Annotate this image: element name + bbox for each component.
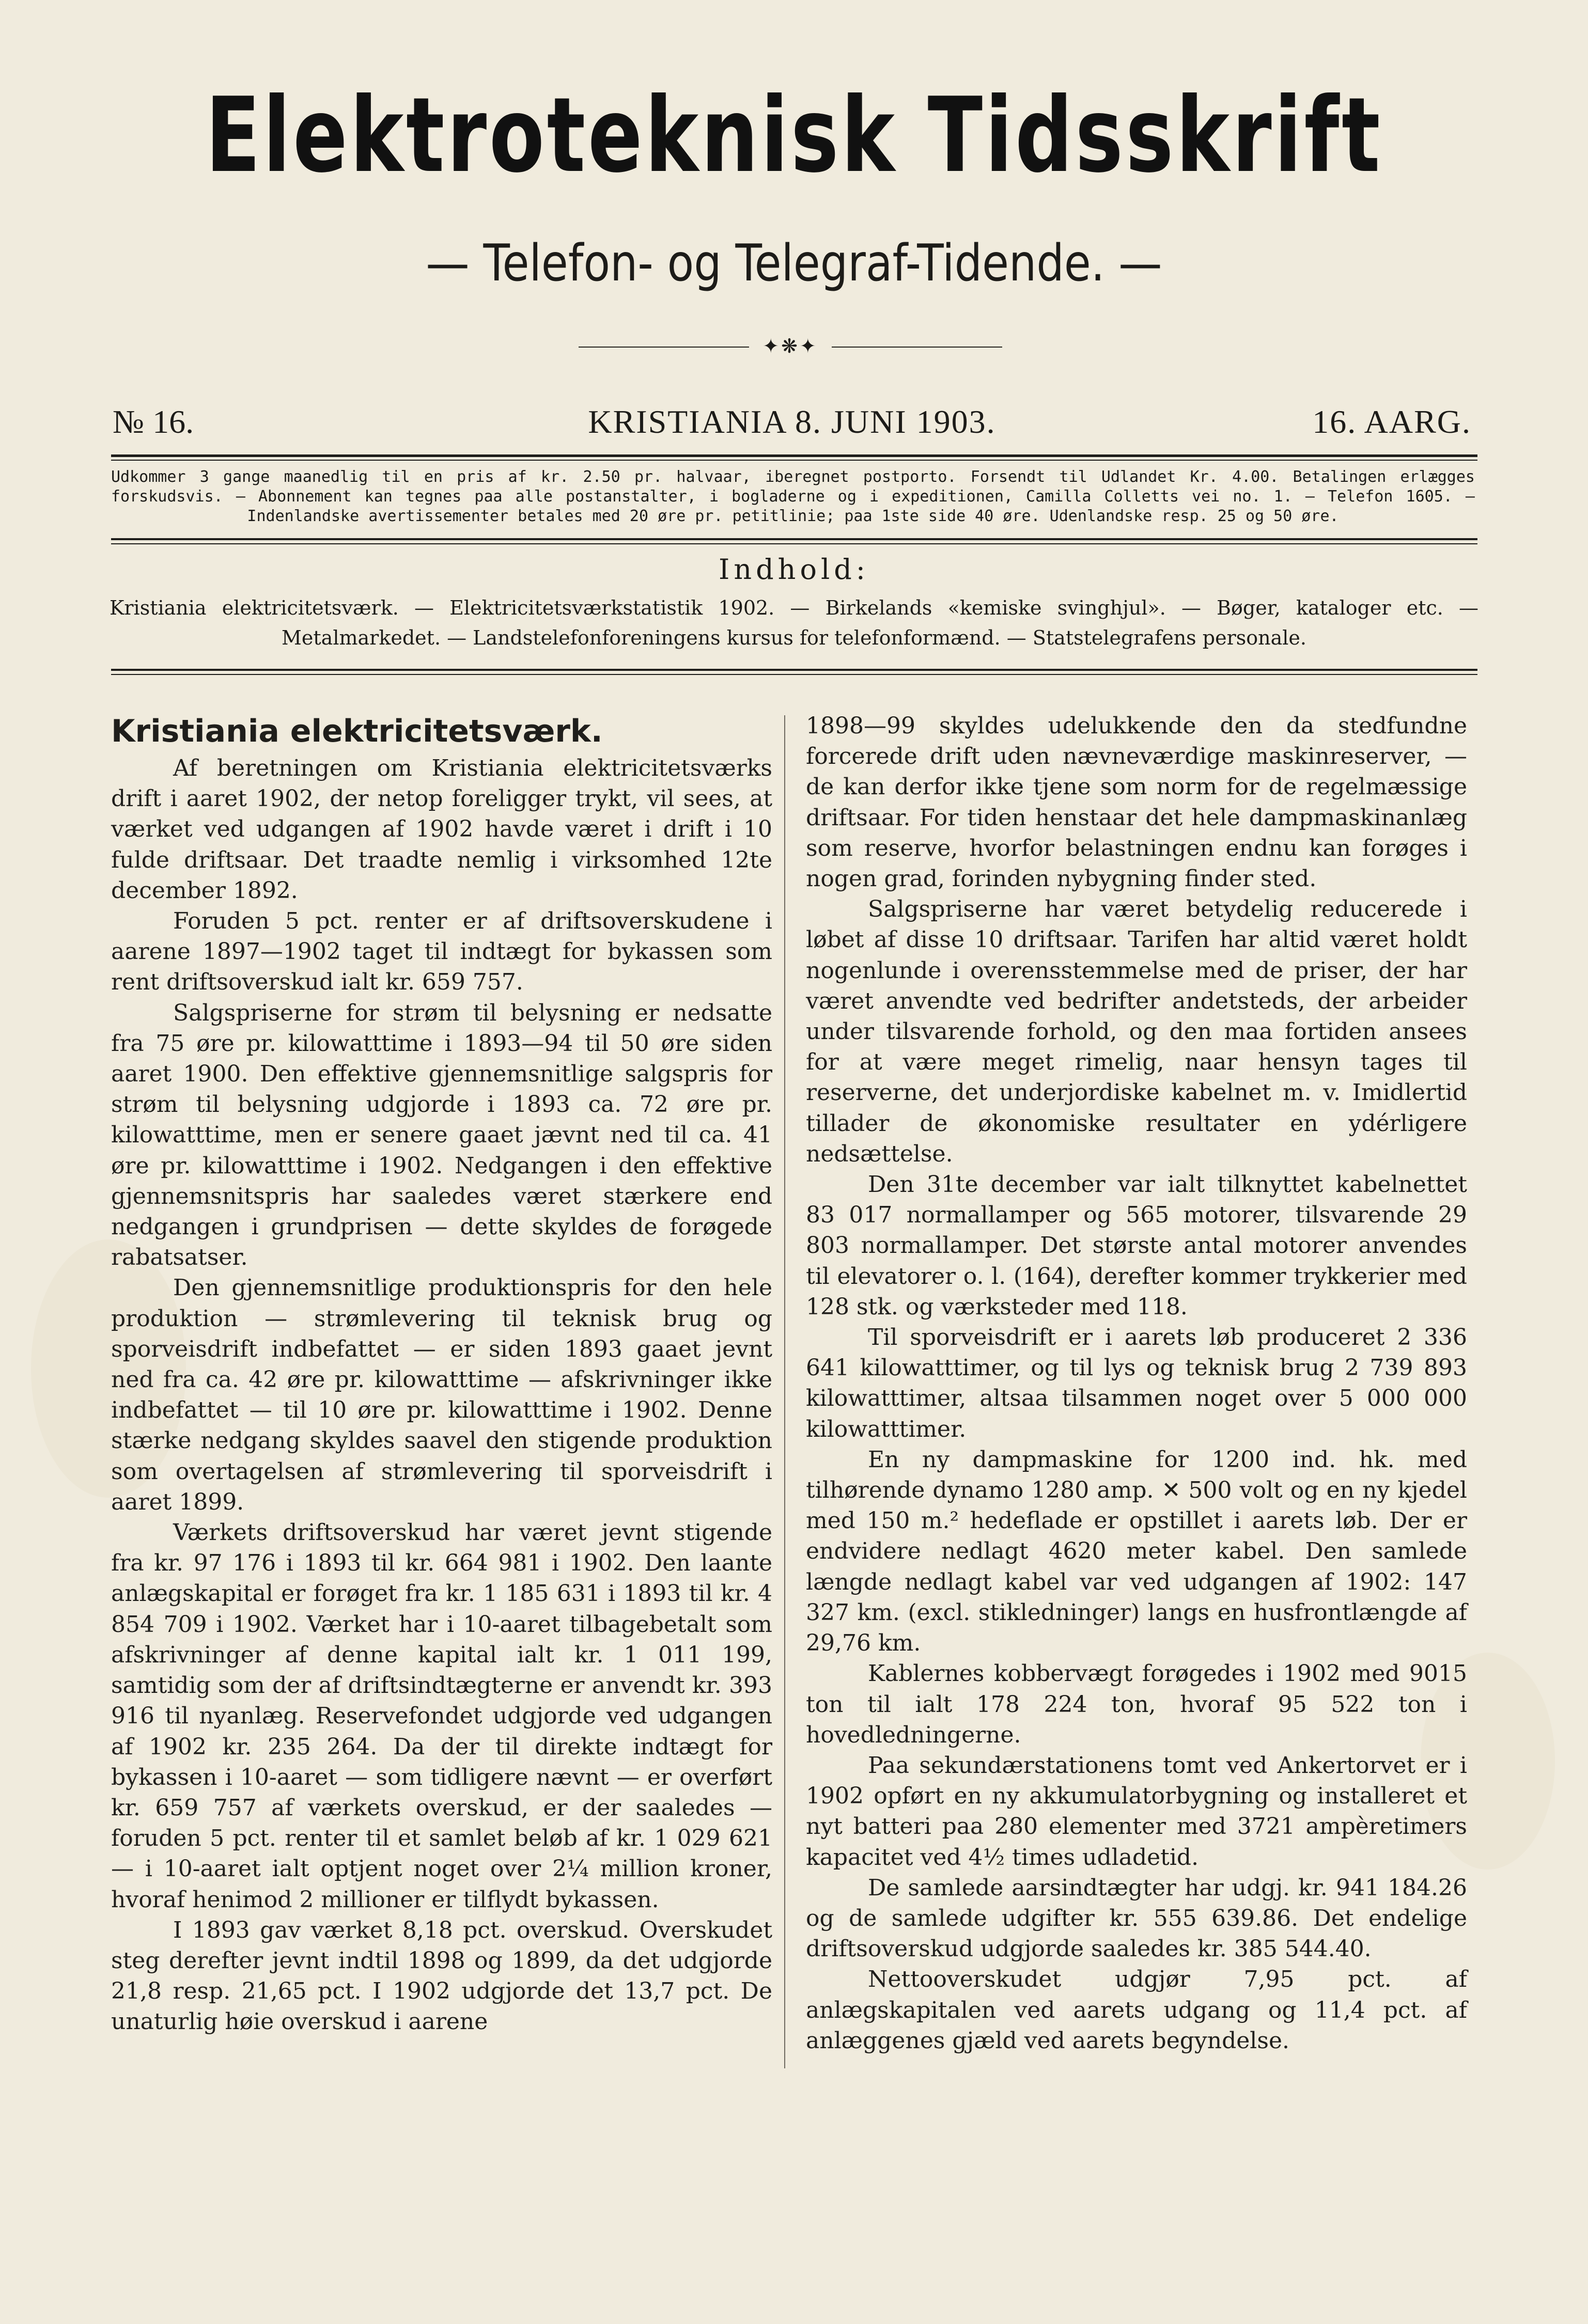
notice-line: Udkommer 3 gange maanedlig til en pris af kr. 2.50 pr. halvaar, iberegnet postporto. Forsendt til Udlandet Kr. 4.00. Betalingen erlægges [111,468,1475,486]
issue-number: № 16. [113,403,194,440]
top-rule-thin [111,460,1477,461]
article-paragraph: Paa sekundærstationens tomt ved Ankertorvet er i 1902 opført en ny akkumulatorbygning og installeret et nyt batteri paa 280 elementer med 3721 ampèretimers kapacitet ved 4½ times udladetid. [806,1752,1467,1871]
ornament-line-right [832,347,1002,348]
notice-rule-thin [111,543,1477,544]
contents-line: Metalmarkedet. — Landstelefonforeningens kursus for telefonformænd. — Statstelegrafens personale. [282,626,1306,649]
article-column-right [806,711,1467,2056]
column-divider [784,715,785,2068]
notice-line: Indenlandske avertissementer betales med 20 øre pr. petitlinie; paa 1ste side 40 øre. Udenlandske resp. 25 og 50 øre. [247,507,1339,525]
article-paragraph: Den 31te december var ialt tilknyttet kabelnettet 83 017 normallamper og 565 motorer, tilsvarende 29 803 normallamper. Det største antal motorer anvendes til elevatorer o. l. (164), derefter kommer trykkerier med 128 stk. og værksteder med 118. [806,1171,1467,1320]
masthead-title: Elektroteknisk Tidsskrift [205,75,1383,196]
contents-heading: Indhold: [719,553,869,586]
article-paragraph: De samlede aarsindtægter har udgj. kr. 941 184.26 og de samlede udgifter kr. 555 639.86. Det endelige driftsoverskud udgjorde saaledes kr. 385 544.40. [806,1874,1467,1962]
masthead-subtitle: — Telefon- og Telegraf-Tidende. — [426,234,1162,293]
ornament-line-left [579,347,749,348]
article-paragraph: Salgspriserne har været betydelig reducerede i løbet af disse 10 driftsaar. Tarifen har altid været holdt nogenlunde i overensstemmelse med de priser, der har været anvendte ved bedrifter andetsteds, der arbeider under tilsvarende forhold, og den maa fortiden ansees for at være meget rimelig, naar hensyn tages til reserverne, det underjordiske kabelnet m. v. Imidlertid tillader de økonomiske resultater en ydérligere nedsættelse. [806,896,1467,1167]
article-paragraph: 1898—99 skyldes udelukkende den da stedfundne forcerede drift uden nævneværdige maskinreserver, — de kan derfor ikke tjene som norm for de regelmæssige driftsaar. For tiden henstaar det hele dampmaskinanlæg som reserve, hvorfor belastningen endnu kan forøges i nogen grad, forinden nybygning finder sted. [806,713,1467,892]
ornament-icon: ✦❋✦ [762,335,818,357]
issue-line [113,399,1471,445]
article-paragraph: Den gjennemsnitlige produktionspris for den hele produktion — strømlevering til teknisk brug og sporveisdrift indbefattet — er siden 1893 gaaet jevnt ned fra ca. 42 øre pr. kilowatttime — afskrivninger ikke indbefattet — til 10 øre pr. kilowatttime i 1902. Denne stærke nedgang skyldes saavel den stigende produktion som overtagelsen af strømlevering til sporveisdrift i aaret 1899. [111,1275,772,1515]
article-paragraph: Kablernes kobbervægt forøgedes i 1902 med 9015 ton til ialt 178 224 ton, hvoraf 95 522 ton i hovedledningerne. [806,1660,1467,1748]
notice-rule [111,538,1477,540]
article-paragraph: I 1893 gav værket 8,18 pct. overskud. Overskudet steg derefter jevnt indtil 1898 og 1899, da det udgjorde 21,8 resp. 21,65 pct. I 1902 udgjorde det 13,7 pct. De unaturlig høie overskud i aarene [111,1917,772,2035]
article-paragraph: Af beretningen om Kristiania elektricitetsværks drift i aaret 1902, der netop foreligger trykt, vil sees, at værket ved udgangen af 1902 havde været i drift i 10 fulde driftsaar. Det traadte nemlig i virksomhed 12te december 1892. [111,755,772,904]
article-heading: Kristiania elektricitetsværk. [111,713,603,749]
notice-line: forskudsvis. — Abonnement kan tegnes paa alle postanstalter, i bogladerne og i expeditionen, Camilla Colletts vei no. 1. — Telefon 1605. — [111,488,1475,506]
article-paragraph: Nettooverskudet udgjør 7,95 pct. af anlægskapitalen ved aarets udgang og 11,4 pct. af anlæggenes gjæld ved aarets begyndelse. [806,1966,1467,2054]
contents-rule-thin [111,674,1477,675]
article-paragraph: Foruden 5 pct. renter er af driftsoverskudene i aarene 1897—1902 taget til indtægt for bykassen som rent driftsoverskud ialt kr. 659 757. [111,908,772,996]
contents-line: Kristiania elektricitetsværk. — Elektricitetsværkstatistik 1902. — Birkelands «kemiske svinghjul». — Bøger, kataloger etc. — [110,596,1478,619]
article-column-left [111,711,772,2037]
article-paragraph: Til sporveisdrift er i aarets løb produceret 2 336 641 kilowatttimer, og til lys og teknisk brug 2 739 893 kilowatttimer, altsaa tilsammen noget over 5 000 000 kilowatttimer. [806,1324,1467,1442]
issue-place-date: KRISTIANIA 8. JUNI 1903. [588,403,996,440]
table-of-contents [110,593,1478,653]
article-paragraph: Værkets driftsoverskud har været jevnt stigende fra kr. 97 176 i 1893 til kr. 664 981 i 1902. Den laante anlægskapital er forøget fra kr. 1 185 631 i 1893 til kr. 4 854 709 i 1902. Værket har i 10-aaret tilbagebetalt som afskrivninger af denne kapital ialt kr. 1 011 199, samtidig som der af driftsindtægterne er anvendt kr. 393 916 til nyanlæg. Reservefondet udgjorde ved udgangen af 1902 kr. 235 264. Da der til direkte indtægt for bykassen i 10-aaret — som tidligere nævnt — er overført kr. 659 757 af værkets overskud, er der saaledes — foruden 5 pct. renter til et samlet beløb af kr. 1 029 621 — i 10-aaret ialt optjent noget over 2¼ million kroner, hvoraf henimod 2 millioner er tilflydt bykassen. [111,1519,772,1913]
article-paragraph: En ny dampmaskine for 1200 ind. hk. med tilhørende dynamo 1280 amp. ✕ 500 volt og en ny kjedel med 150 m.² hedeflade er opstillet i aarets løb. Der er endvidere nedlagt 4620 meter kabel. Den samlede længde nedlagt kabel var ved udgangen af 1902: 147 327 km. (excl. stikledninger) langs en husfrontlængde af 29,76 km. [806,1446,1467,1657]
subscription-notice [111,467,1475,526]
ornament-divider [579,335,1002,357]
top-rule [111,454,1477,457]
article-paragraph: Salgspriserne for strøm til belysning er nedsatte fra 75 øre pr. kilowatttime i 1893—94 til 50 øre siden aaret 1900. Den effektive gjennemsnitlige salgspris for strøm til belysning udgjorde i 1893 ca. 72 øre pr. kilowatttime, men er senere gaaet jævnt ned til ca. 41 øre pr. kilowatttime i 1902. Nedgangen i den effektive gjennemsnitspris har saaledes været stærkere end nedgangen i grundprisen — dette skyldes de forøgede rabatsatser. [111,999,772,1271]
contents-rule [111,669,1477,671]
issue-volume: 16. AARG. [1312,403,1471,440]
